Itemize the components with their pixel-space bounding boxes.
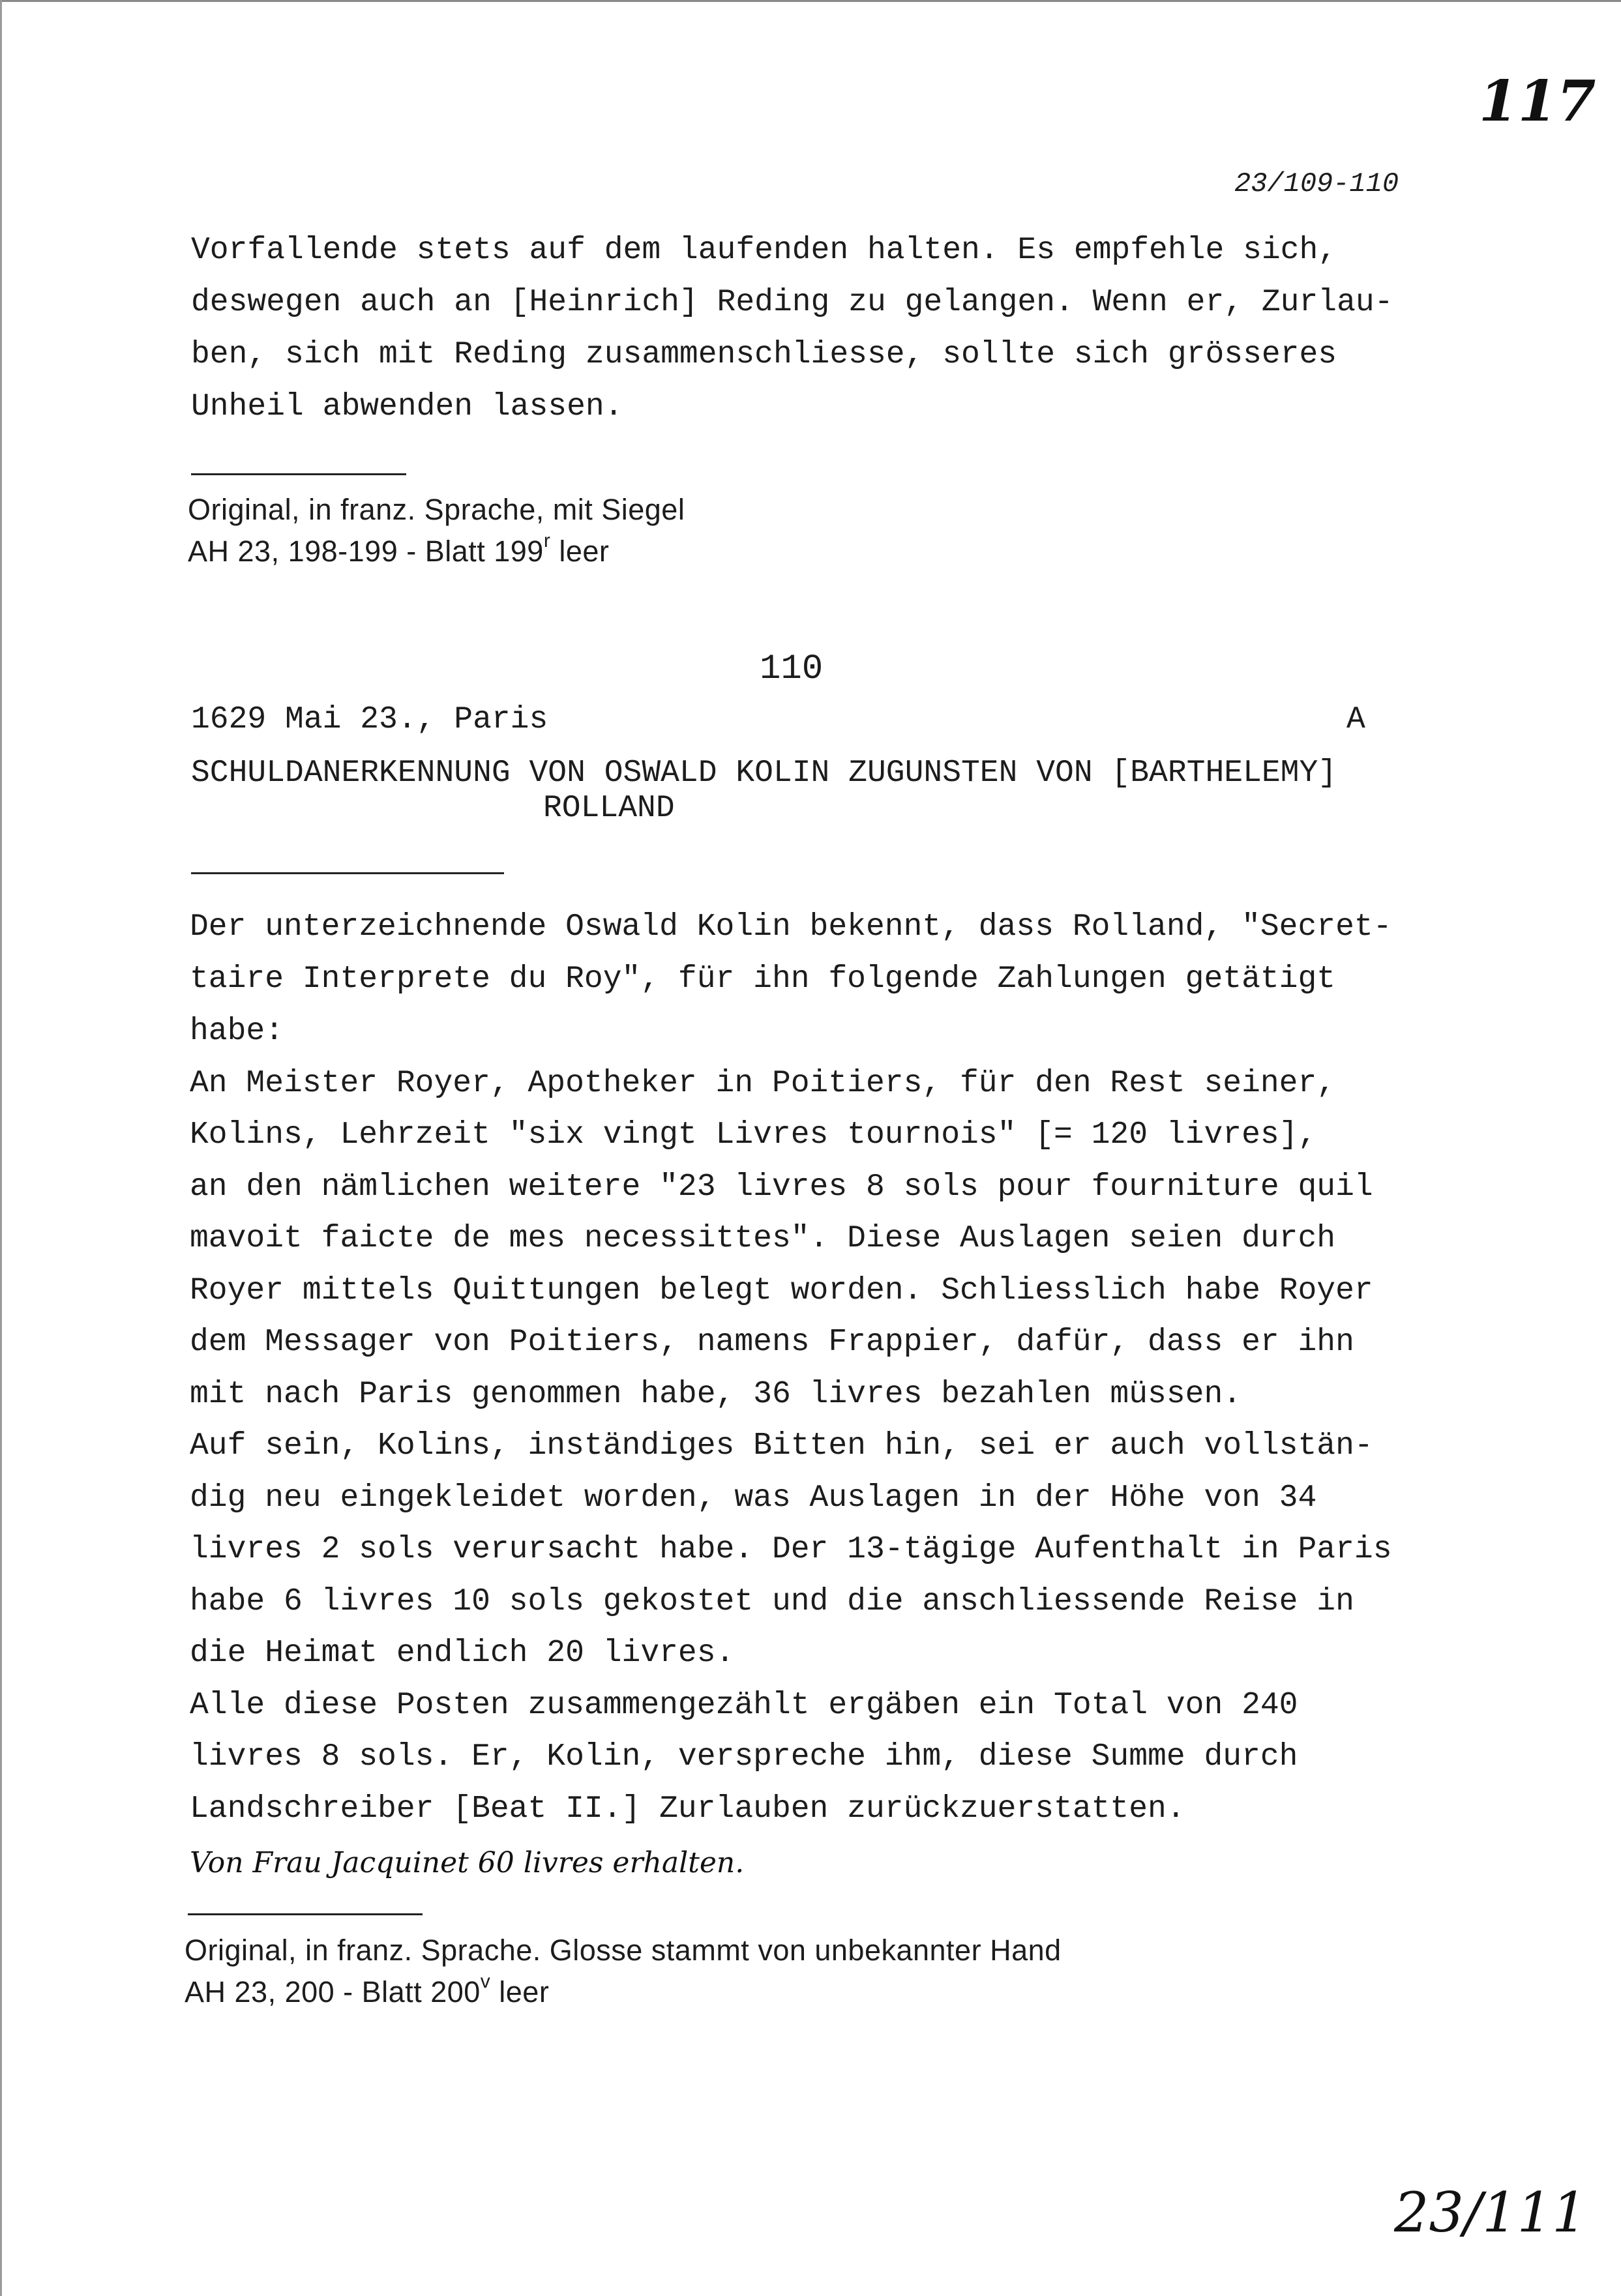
body-line: An Meister Royer, Apotheker in Poitiers, für den Rest seiner, (190, 1066, 1336, 1101)
body-line: mavoit faicte de mes necessittes". Diese Auslagen seien durch (190, 1221, 1336, 1256)
gloss-line: Von Frau Jacquinet 60 livres erhalten. (190, 1846, 745, 1879)
document-title: ROLLAND (543, 791, 675, 826)
folio-side: v (480, 1971, 491, 1992)
body-line: Kolins, Lehrzeit "six vingt Livres tournois" [= 120 livres], (190, 1117, 1317, 1153)
body-line: Royer mittels Quittungen belegt worden. Schliesslich habe Royer (190, 1273, 1373, 1308)
handwritten-archive-mark: 23/111 (1394, 2181, 1587, 2244)
body-line: Der unterzeichnende Oswald Kolin bekennt, dass Rolland, "Secret- (190, 909, 1392, 945)
source-status: leer (550, 535, 610, 568)
continuation-line: deswegen auch an [Heinrich] Reding zu gelangen. Wenn er, Zurlau- (191, 285, 1393, 320)
document-reference: 23/109-110 (1234, 168, 1399, 199)
body-line: an den nämlichen weitere "23 livres 8 sols pour fourniture quil (190, 1170, 1373, 1205)
body-line: taire Interprete du Roy", für ihn folgende Zahlungen getätigt (190, 962, 1336, 997)
title-divider (191, 872, 504, 874)
date-place: 1629 Mai 23., Paris (191, 702, 548, 737)
footnote-divider (188, 1913, 423, 1915)
body-line: die Heimat endlich 20 livres. (190, 1636, 735, 1671)
source-note (185, 1968, 549, 2010)
continuation-line: ben, sich mit Reding zusammenschliesse, sollte sich grösseres (191, 337, 1337, 372)
source-status: leer (490, 1975, 550, 2009)
document-number: 110 (760, 649, 824, 689)
body-line: dem Messager von Poitiers, namens Frappier, dafür, dass er ihn (190, 1325, 1354, 1360)
footnote-divider (191, 473, 406, 475)
continuation-line: Vorfallende stets auf dem laufenden halten. Es empfehle sich, (191, 233, 1337, 268)
source-note (188, 527, 609, 569)
source-reference: AH 23, 200 - Blatt 200 (185, 1975, 481, 2009)
document-title: SCHULDANERKENNUNG VON OSWALD KOLIN ZUGUNSTEN VON [BARTHELEMY] (191, 756, 1337, 791)
scan-edge-left (0, 0, 2, 2296)
source-reference: AH 23, 198-199 - Blatt 199 (188, 535, 544, 568)
body-line: Alle diese Posten zusammengezählt ergäben ein Total von 240 (190, 1688, 1298, 1723)
source-note: Original, in franz. Sprache. Glosse stammt von unbekannter Hand (185, 1934, 1062, 1967)
source-note: Original, in franz. Sprache, mit Siegel (188, 493, 685, 526)
body-line: livres 8 sols. Er, Kolin, verspreche ihm, diese Summe durch (190, 1739, 1298, 1774)
body-line: Landschreiber [Beat II.] Zurlauben zurückzuerstatten. (190, 1791, 1185, 1827)
body-line: habe: (190, 1014, 284, 1049)
body-line: Auf sein, Kolins, inständiges Bitten hin, sei er auch vollstän- (190, 1428, 1373, 1464)
folio-side: r (543, 530, 551, 552)
body-line: livres 2 sols verursacht habe. Der 13-tägige Aufenthalt in Paris (190, 1532, 1392, 1567)
handwritten-page-number: 117 (1479, 68, 1596, 134)
scan-edge-top (0, 0, 1621, 2)
continuation-line: Unheil abwenden lassen. (191, 389, 623, 424)
body-line: habe 6 livres 10 sols gekostet und die anschliessende Reise in (190, 1584, 1354, 1619)
body-line: mit nach Paris genommen habe, 36 livres bezahlen müssen. (190, 1377, 1242, 1412)
document-letter: A (1346, 702, 1365, 737)
body-line: dig neu eingekleidet worden, was Auslagen in der Höhe von 34 (190, 1480, 1317, 1516)
